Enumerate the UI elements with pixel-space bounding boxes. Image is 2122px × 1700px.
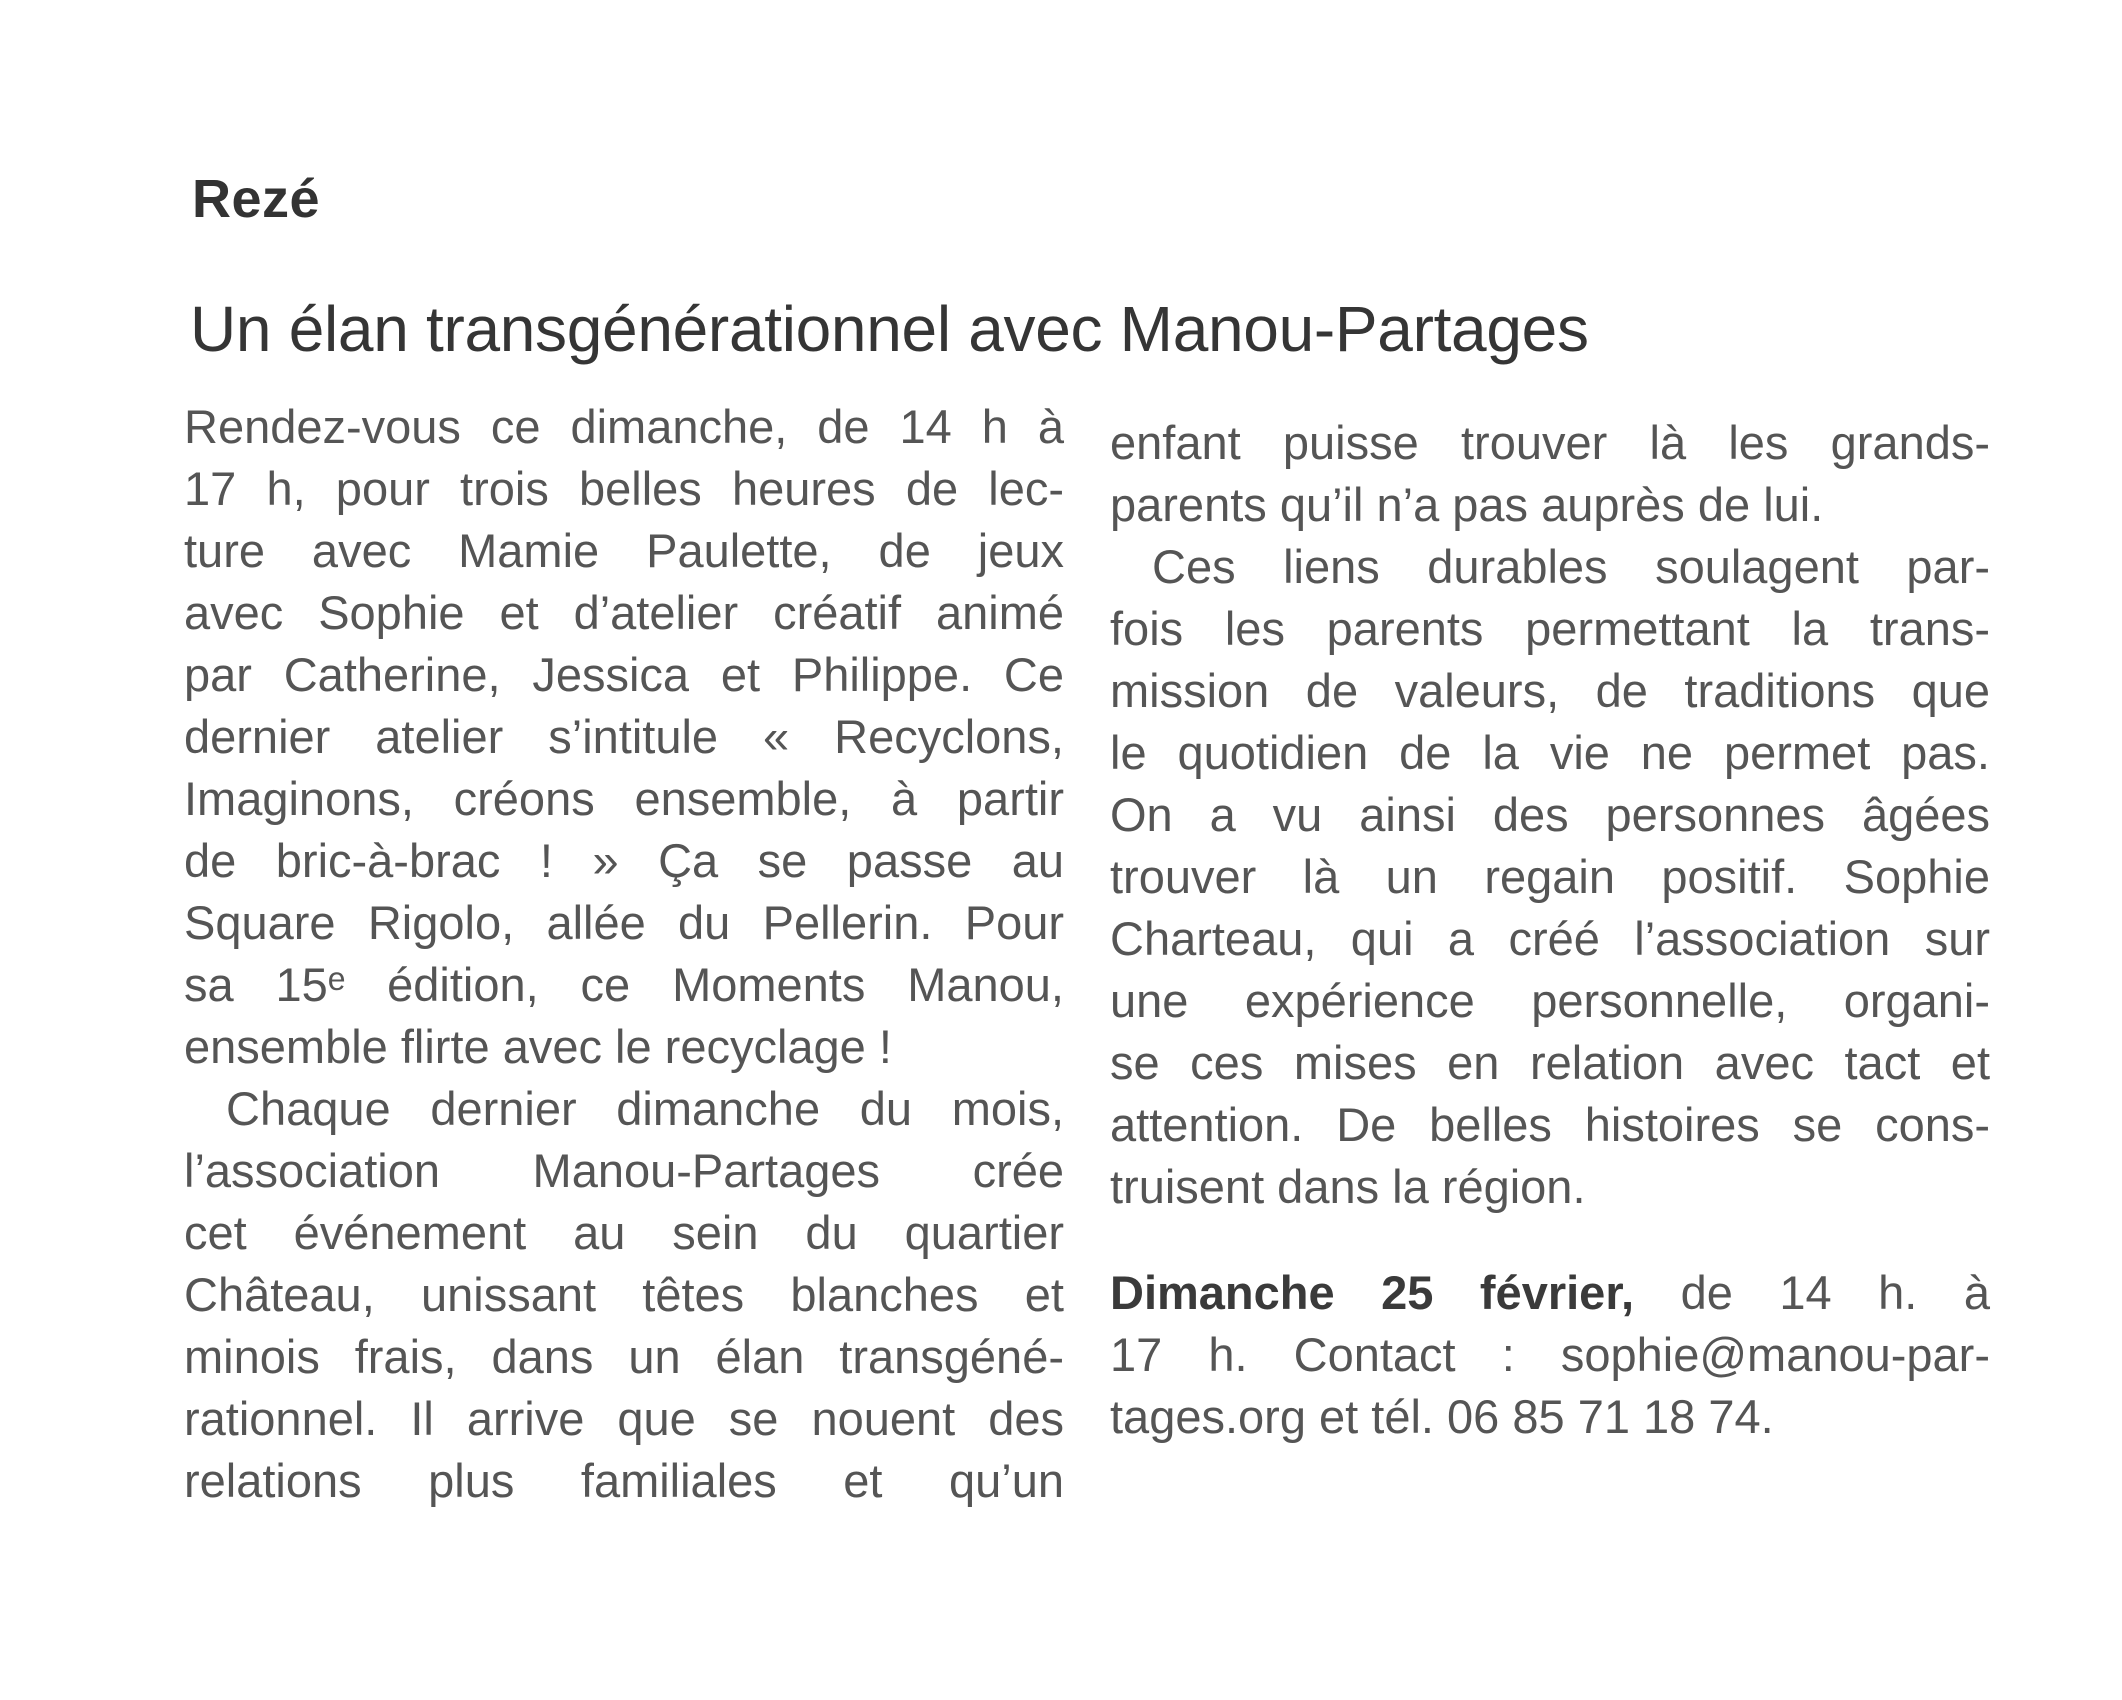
text-line: ture avec Mamie Paulette, de jeux bbox=[184, 524, 1064, 577]
section-label: Rezé bbox=[192, 169, 321, 229]
text-line: rationnel. Il arrive que se nouent des bbox=[184, 1392, 1064, 1445]
text-line: 17 h, pour trois belles heures de lec- bbox=[184, 462, 1064, 515]
text-line: se ces mises en relation avec tact et bbox=[1110, 1036, 1990, 1089]
contact-line: tages.org et tél. 06 85 71 18 74. bbox=[1110, 1390, 1774, 1443]
text-line: cet événement au sein du quartier bbox=[184, 1206, 1064, 1259]
text-line: enfant puisse trouver là les grands- bbox=[1110, 416, 1990, 469]
text-line: Imaginons, créons ensemble, à partir bbox=[184, 772, 1064, 825]
text-line: fois les parents permettant la trans- bbox=[1110, 602, 1990, 655]
text-line: truisent dans la région. bbox=[1110, 1160, 1586, 1213]
text-line: sa 15ᵉ édition, ce Moments Manou, bbox=[184, 958, 1064, 1011]
text-line: avec Sophie et d’atelier créatif animé bbox=[184, 586, 1064, 639]
article-headline: Un élan transgénérationnel avec Manou-Partages bbox=[190, 293, 1589, 365]
text-line: l’association Manou-Partages crée bbox=[184, 1144, 1064, 1197]
text-line: attention. De belles histoires se cons- bbox=[1110, 1098, 1990, 1151]
event-time: de 14 h. à bbox=[1634, 1266, 1990, 1319]
text-line: dernier atelier s’intitule « Recyclons, bbox=[184, 710, 1064, 763]
article-column-right bbox=[1110, 412, 1990, 1448]
text-line: parents qu’il n’a pas auprès de lui. bbox=[1110, 478, 1824, 531]
article-column-left bbox=[184, 396, 1064, 1512]
text-line: ensemble flirte avec le recyclage ! bbox=[184, 1020, 892, 1073]
text-line: mission de valeurs, de traditions que bbox=[1110, 664, 1990, 717]
text-line: On a vu ainsi des personnes âgées bbox=[1110, 788, 1990, 841]
text-line: Rendez-vous ce dimanche, de 14 h à bbox=[184, 400, 1064, 453]
text-line: Château, unissant têtes blanches et bbox=[184, 1268, 1064, 1321]
event-date: Dimanche 25 février, bbox=[1110, 1266, 1635, 1319]
text-line: une expérience personnelle, organi- bbox=[1110, 974, 1990, 1027]
text-line: Ces liens durables soulagent par- bbox=[1152, 540, 1990, 593]
text-line: le quotidien de la vie ne permet pas. bbox=[1110, 726, 1990, 779]
text-line: trouver là un regain positif. Sophie bbox=[1110, 850, 1990, 903]
contact-line: 17 h. Contact : sophie@manou-par- bbox=[1110, 1328, 1990, 1381]
text-line: Square Rigolo, allée du Pellerin. Pour bbox=[184, 896, 1064, 949]
text-line: minois frais, dans un élan transgéné- bbox=[184, 1330, 1064, 1383]
info-line bbox=[1110, 1262, 1990, 1324]
text-line: Chaque dernier dimanche du mois, bbox=[226, 1082, 1064, 1135]
text-line: relations plus familiales et qu’un bbox=[184, 1454, 1064, 1507]
text-line: Charteau, qui a créé l’association sur bbox=[1110, 912, 1990, 965]
text-line: de bric-à-brac ! » Ça se passe au bbox=[184, 834, 1064, 887]
text-line: par Catherine, Jessica et Philippe. Ce bbox=[184, 648, 1064, 701]
